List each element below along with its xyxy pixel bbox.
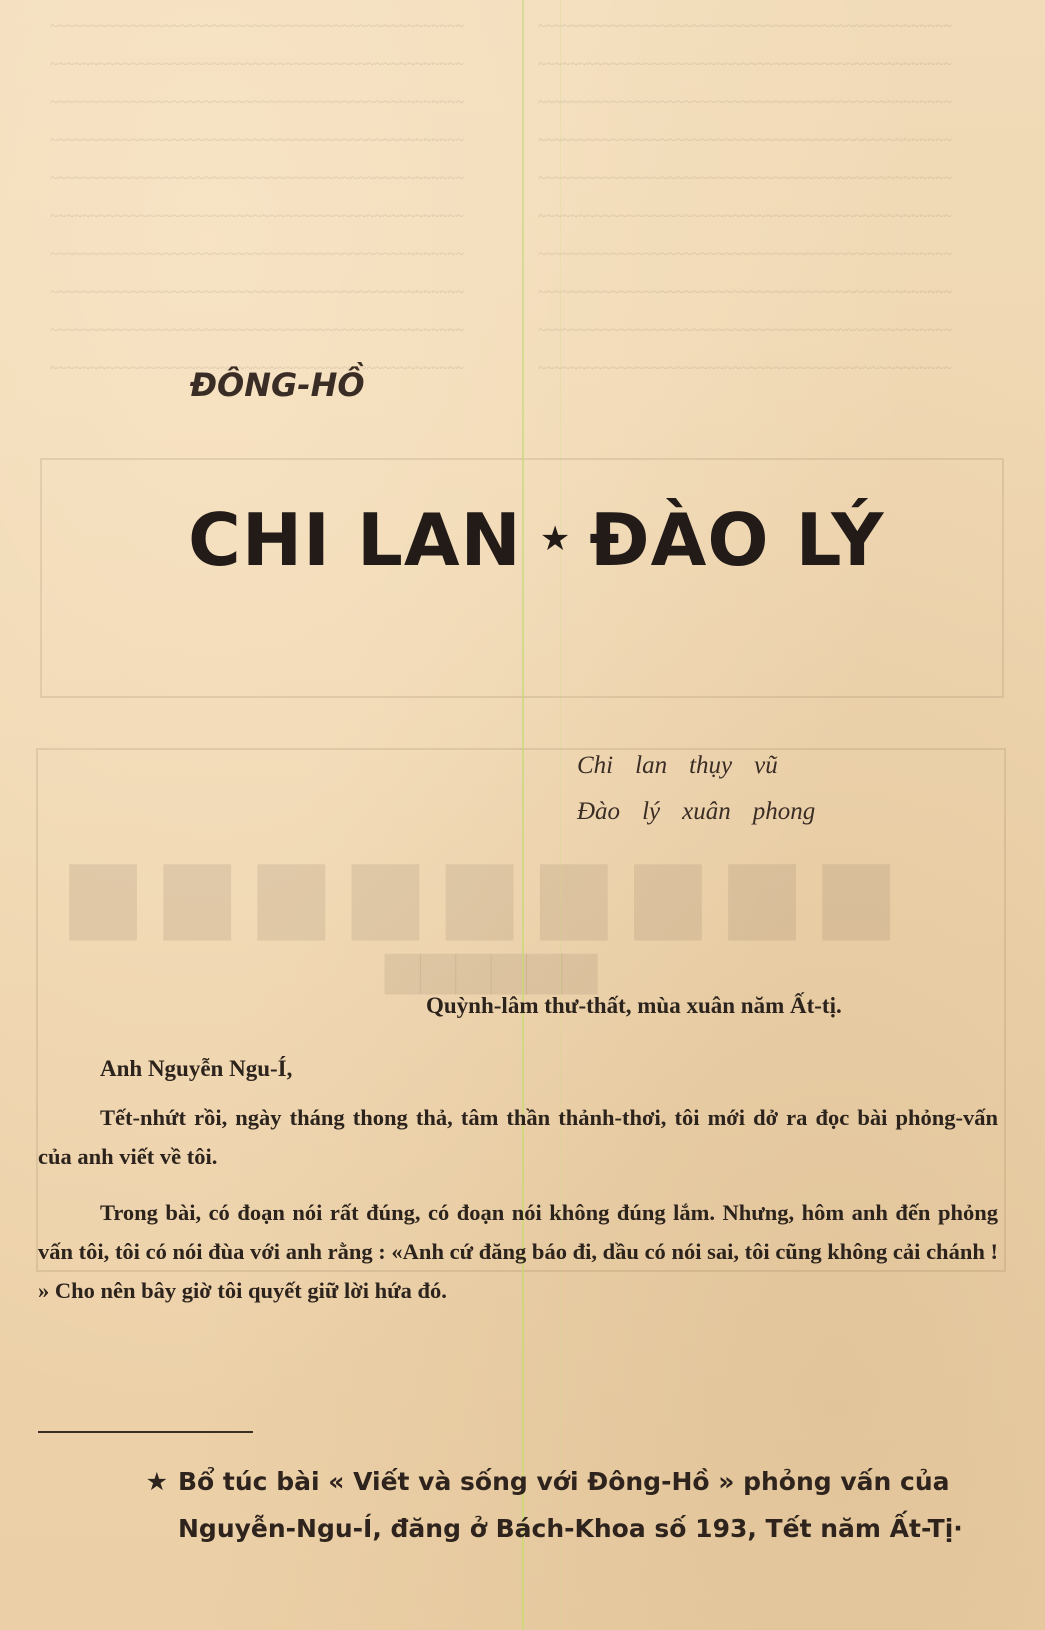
bleed-through-text-right: ~~~~~~~~~~~~~~~~~~~~~~~~~~~~~~~~~~~~~~~~~~~~~~~~~~~ ~~~~~~~~~~~~~~~~~~~~~~~~~~~~~~~~~~~~~~~~~~~~~~~~~~~ ~~~~~~~~~~~~~~~~~~~~~~~~~~~~~~~~~~~~~~~~~~~~~~~~~~~ ~~~~~~~~~~~~~~~~~~~~~~~~~~~~~~~~~~~~~~~~~~~~~~~~~~~ ~~~~~~~~~~~~~~~~~~~~~~~~~~~~~~~~~~~~~~~~~~~~~~~~~~~ ~~~~~~~~~~~~~~~~~~~~~~~~~~~~~~~~~~~~~~~~~~~~~~~~~~~ ~~~~~~~~~~~~~~~~~~~~~~~~~~~~~~~~~~~~~~~~~~~~~~~~~~~ ~~~~~~~~~~~~~~~~~~~~~~~~~~~~~~~~~~~~~~~~~~~~~~~~~~~ ~~~~~~~~~~~~~~~~~~~~~~~~~~~~~~~~~~~~~~~~~~~~~~~~~~~ ~~~~~~~~~~~~~~~~~~~~~~~~~~~~~~~~~~~~~~~~~~~~~~~~~~~ bbox=[538, 19, 952, 377]
epigraph-word: Chi bbox=[577, 752, 614, 779]
footnote bbox=[38, 1458, 1000, 1552]
footnote-text-1: Bổ túc bài « Viết và sống với Đông-Hồ » phỏng vấn của bbox=[178, 1467, 950, 1496]
bleed-through-medium-word: ▆▆▆▆▆▆ bbox=[385, 940, 598, 994]
paper-fold-shadow bbox=[560, 0, 561, 1630]
author-name: ĐÔNG-HỒ bbox=[190, 366, 365, 404]
letter-dateline: Quỳnh-lâm thư-thất, mùa xuân năm Ất-tị. bbox=[426, 993, 842, 1018]
epigraph-word: lan bbox=[635, 752, 668, 779]
title-star-icon: ★ bbox=[539, 519, 572, 560]
footnote-line-1 bbox=[38, 1458, 1000, 1505]
epigraph-word: Đào bbox=[577, 798, 621, 825]
letter-paragraph-2: Trong bài, có đoạn nói rất đúng, có đoạn nói không đúng lắm. Nhưng, hôm anh đến phỏng vấn tôi, tôi có nói đùa với anh rằng : «Anh cứ đăng báo đi, dầu có nói sai, tôi cũng không cải chánh ! » Cho nên bây giờ tôi quyết giữ lời hứa đó. bbox=[38, 1200, 998, 1303]
epigraph-word: thụy bbox=[689, 752, 733, 779]
letter-salutation: Anh Nguyễn Ngu-Í, bbox=[100, 1056, 293, 1081]
epigraph-word: xuân bbox=[682, 798, 731, 825]
page-title bbox=[188, 498, 884, 582]
footnote-star-icon: ★ bbox=[145, 1467, 168, 1496]
epigraph-line-1 bbox=[577, 752, 800, 780]
bleed-through-text-left: ~~~~~~~~~~~~~~~~~~~~~~~~~~~~~~~~~~~~~~~~~~~~~~~~~~~ ~~~~~~~~~~~~~~~~~~~~~~~~~~~~~~~~~~~~~~~~~~~~~~~~~~~ ~~~~~~~~~~~~~~~~~~~~~~~~~~~~~~~~~~~~~~~~~~~~~~~~~~~ ~~~~~~~~~~~~~~~~~~~~~~~~~~~~~~~~~~~~~~~~~~~~~~~~~~~ ~~~~~~~~~~~~~~~~~~~~~~~~~~~~~~~~~~~~~~~~~~~~~~~~~~~ ~~~~~~~~~~~~~~~~~~~~~~~~~~~~~~~~~~~~~~~~~~~~~~~~~~~ ~~~~~~~~~~~~~~~~~~~~~~~~~~~~~~~~~~~~~~~~~~~~~~~~~~~ ~~~~~~~~~~~~~~~~~~~~~~~~~~~~~~~~~~~~~~~~~~~~~~~~~~~ ~~~~~~~~~~~~~~~~~~~~~~~~~~~~~~~~~~~~~~~~~~~~~~~~~~~ ~~~~~~~~~~~~~~~~~~~~~~~~~~~~~~~~~~~~~~~~~~~~~~~~~~~ bbox=[50, 19, 464, 377]
title-left: CHI LAN bbox=[188, 498, 522, 582]
title-right: ĐÀO LÝ bbox=[589, 498, 885, 582]
epigraph-line-2 bbox=[577, 798, 837, 826]
epigraph-word: lý bbox=[642, 798, 661, 825]
epigraph-word: vũ bbox=[754, 752, 778, 779]
letter-paragraph-1: Tết-nhứt rồi, ngày tháng thong thả, tâm thần thảnh-thơi, tôi mới dở ra đọc bài phỏng-vấn của anh viết về tôi. bbox=[38, 1105, 998, 1169]
paper-fold-line bbox=[522, 0, 524, 1630]
epigraph-word: phong bbox=[752, 798, 816, 825]
footnote-rule bbox=[38, 1431, 253, 1433]
bleed-through-large-word: ▆▆▆▆▆▆▆▆▆ bbox=[70, 840, 918, 940]
footnote-line-2: Nguyễn-Ngu-Í, đăng ở Bách-Khoa số 193, Tết năm Ất-Tị· bbox=[178, 1514, 963, 1543]
